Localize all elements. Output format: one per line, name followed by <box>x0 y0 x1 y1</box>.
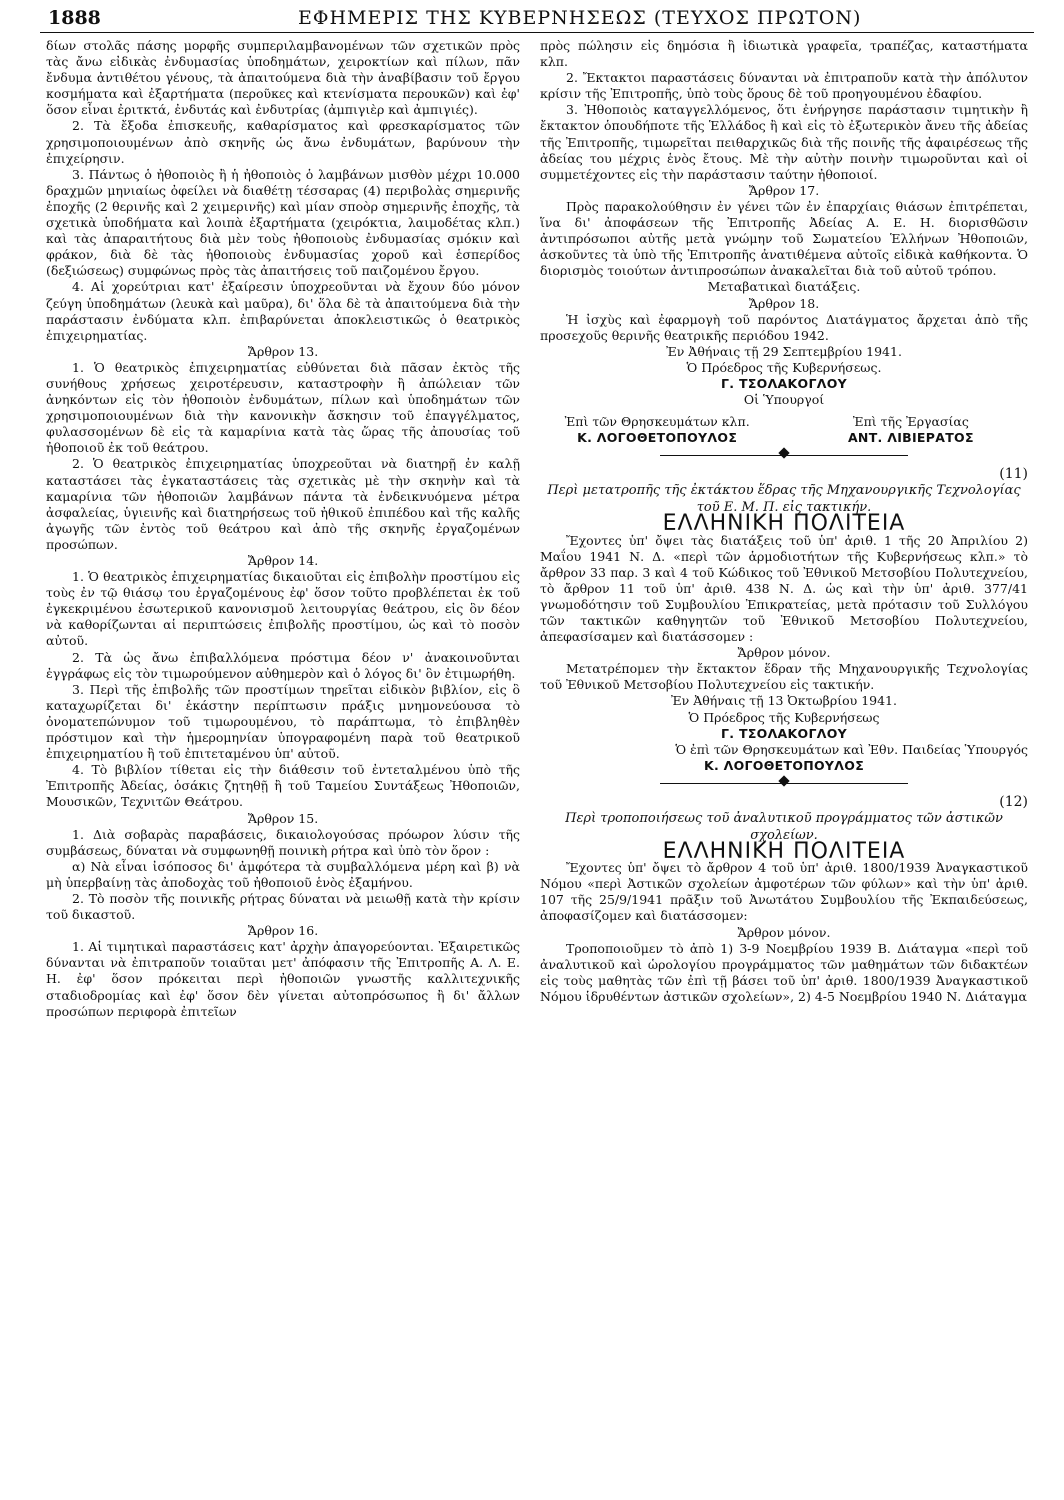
article-18-heading: Ἄρθρον 18. <box>748 295 820 311</box>
decree-12-article-body: Τροποποιοῦμεν τὸ ἀπὸ 1) 3-9 Νοεμβρίου 1939 Β. Διάταγμα «περὶ τοῦ ἀναλυτικοῦ καὶ ὡρολογίου προγράμματος τῶν μαθημάτων τῶν διδακτέων εἰς τοὺς μαθητὰς τῶν ἐπὶ τῇ βάσει τοῦ ὑπ' ἀριθ. 1800/1939 Ἀναγκαστικοῦ Νόμου ἱδρυθέντων ἀστικῶν σχολείων», 2) 4-5 Νοεμβρίου 1940 Ν. Διάταγμα <box>540 940 1028 1004</box>
decree-11-polity-heading: ΕΛΛΗΝΙΚΗ ΠΟΛΙΤΕΙΑ <box>662 511 906 537</box>
decree-12-number: (12) <box>999 793 1028 810</box>
article-17-heading: Ἄρθρον 17. <box>748 182 820 198</box>
right-column <box>540 38 1028 1005</box>
minister-2-role: Ἐπὶ τῆς Ἐργασίας <box>852 414 969 430</box>
minister-2-name: ΑΝΤ. ΛΙΒΙΕΡΑΤΟΣ <box>847 430 974 446</box>
decree-12-polity-heading: ΕΛΛΗΝΙΚΗ ΠΟΛΙΤΕΙΑ <box>662 839 906 865</box>
article-13-heading: Ἄρθρον 13. <box>247 343 319 359</box>
signing-date-2: Ἐν Ἀθήναις τῇ 13 Ὀκτωβρίου 1941. <box>671 693 897 709</box>
article-14-heading: Ἄρθρον 14. <box>247 553 319 568</box>
article-16-para-1: 1. Αἱ τιμητικαὶ παραστάσεις κατ' ἀρχὴν ἀπαγορεύονται. Ἐξαιρετικῶς δύνανται νὰ ἐπιτραποῦν τοιαῦται μετ' ἀπόφασιν τῆς Ἐπιτροπῆς Α. Λ. Ε. Η. ἐφ' ὅσον πρόκειται περὶ ἠθοποιῶν γνωστῆς καλλιτεχνικῆς σταδιοδρομίας καὶ ἐφ' ὅσον δὲν γίνεται αὐτοπρόσωπος ἢ δι' ἄλλων προσώπων περιφορὰ ἐπιτεῖων <box>46 939 520 1019</box>
ministers-signatures <box>540 414 1028 446</box>
article-18-body: Ἡ ἰσχὺς καὶ ἐφαρμογὴ τοῦ παρόντος Διατάγματος ἄρχεται ἀπὸ τῆς προσεχοῦς θερινῆς θεατρικῆς περιόδου 1942. <box>540 311 1028 343</box>
paragraph-2: 2. Τὰ ἔξοδα ἐπισκευῆς, καθαρίσματος καὶ φρεσκαρίσματος τῶν χρησιμοποιουμένων ἀπὸ σκηνῆς ὡς ἄνω ἐνδυμάτων, βαρύνουν τὴν ἐπιχείρησιν. <box>46 118 520 166</box>
article-16-para-3: 3. Ἠθοποιὸς καταγγελλόμενος, ὅτι ἐνήργησε παράστασιν τιμητικὴν ἢ ἔκτακτον ὁπουδήποτε τῆς Ἑλλάδος ἢ καὶ εἰς τὸ ἐξωτερικὸν ἄνευ τῆς ἀδείας τῆς Ἐπιτροπῆς, τιμωρεῖται πειθαρχικῶς διὰ τῆς ποινῆς τῆς ἀφαιρέσεως τῆς ἀδείας του μέχρις ἑνὸς ἔτους. Μὲ τὴν αὐτὴν ποινὴν τιμωροῦνται καὶ οἱ συμμετέχοντες εἰς τὴν παράστασιν ταύτην ἠθοποιοί. <box>540 102 1028 182</box>
decree-11-title: Περὶ μετατροπῆς τῆς ἐκτάκτου ἕδρας τῆς Μηχανουργικῆς Τεχνολογίας τοῦ Ε. Μ. Π. εἰς τακτικήν. <box>547 483 1021 516</box>
paragraph-intro: δίων στολᾶς πάσης μορφῆς συμπεριλαμβανομένων τῶν σχετικῶν πρὸς τὰς ἄνω εἰδικὰς ἐνδυμασίας ὑποδημάτων, χειροκτίων καὶ πίλων, πᾶν ἔνδυμα ἀντιθέτου γένους, τὰ ἀπαιτούμενα διὰ τὴν ἀναβίβασιν τοῦ ἔργου κοσμήματα καὶ ἐξαρτήματα (περοῦκες καὶ κτενίσματα περουκῶν) καὶ ἐφ' ὅσον εἶναι ἐριτκτά, ἐνδυτάς καὶ ἐνδυτρίας (ἀμπιγιὲρ καὶ ἀμπιγιές). <box>46 38 520 118</box>
ministers-label: Οἱ Ὑπουργοί <box>743 392 825 408</box>
paragraph-continued: πρὸς πώλησιν εἰς δημόσια ἢ ἰδιωτικὰ γραφεῖα, τραπέζας, καταστήματα κλπ. <box>540 38 1028 70</box>
section-divider-2 <box>540 776 1028 790</box>
article-15-para-2: 2. Τὸ ποσὸν τῆς ποινικῆς ρήτρας δύναται νὰ μειωθῇ κατὰ τὴν κρίσιν τοῦ δικαστοῦ. <box>46 890 520 923</box>
left-column <box>46 38 520 1020</box>
article-13-para-2: 2. Ὁ θεατρικὸς ἐπιχειρηματίας ὑποχρεοῦται νὰ διατηρῇ ἐν καλῇ καταστάσει τὰς ἐγκαταστάσεις τὰς σχετικὰς μὲ τὴν σκηνὴν καὶ τὰ καμαρίνια τῶν ἠθοποιῶν λαμβάνων πάντα τὰ ἐνδεικνυόμενα μέτρα ἀσφαλείας, ὑγιεινῆς καὶ διατηρήσεως τοῦ ἠθικοῦ ἐπιπέδου καὶ τῆς καλῆς ἀγωγῆς τῶν ἐντὸς τοῦ θεάτρου καὶ ἀπὸ τῆς σκηνῆς ἐργαζομένων προσώπων. <box>46 456 520 552</box>
signing-date-1: Ἐν Ἀθήναις τῇ 29 Σεπτεμβρίου 1941. <box>666 343 902 359</box>
transitional-provisions-heading: Μεταβατικαὶ διατάξεις. <box>707 279 861 295</box>
minister-2 <box>794 414 1028 446</box>
article-15-para-1: 1. Διὰ σοβαρὰς παραβάσεις, δικαιολογούσας πρόωρον λύσιν τῆς συμβάσεως, δύναται νὰ συμφωνηθῇ ποινικὴ ρήτρα καὶ ὑπὸ τὸν ὅρον : <box>46 826 520 858</box>
decree-12-preamble: Ἔχοντες ὑπ' ὄψει τὸ ἄρθρον 4 τοῦ ὑπ' ἀριθ. 1800/1939 Ἀναγκαστικοῦ Νόμου «περὶ Ἀστικῶν σχολείων ἀμφοτέρων τῶν φύλων» καὶ τὴν ὑπ' ἀριθ. 107 τῆς 25/9/1941 πρᾶξιν τοῦ Ἀνωτάτου Συμβουλίου τῆς Ἐκπαιδεύσεως, ἀποφασίζομεν καὶ διατάσσομεν: <box>540 860 1028 924</box>
article-14-para-1: 1. Ὁ θεατρικὸς ἐπιχειρηματίας δικαιοῦται εἰς ἐπιβολὴν προστίμου εἰς τοὺς ἐν τῷ θιάσῳ του ἐργαζομένους ἐφ' ὅσον τοῦτο προβλέπεται ἐκ τοῦ ἐγκεκριμένου ἐσωτερικοῦ κανονισμοῦ λειτουργίας θεάτρου, εἰς ὃν δέον νὰ καθορίζωνται αἱ περιπτώσεις ἐπιβολῆς προστίμου, ὡς καὶ τὸ ποσὸν αὐτοῦ. <box>46 569 520 649</box>
article-15-heading: Ἄρθρον 15. <box>247 810 319 826</box>
minister-3-name: Κ. ΛΟΓΟΘΕΤΟΠΟΥΛΟΣ <box>703 757 865 773</box>
page-number: 1888 <box>48 7 101 29</box>
article-14-para-4: 4. Τὸ βιβλίον τίθεται εἰς τὴν διάθεσιν τοῦ ἐντεταλμένου ὑπὸ τῆς Ἐπιτροπῆς Ἀδείας, ὁσάκις ζητηθῇ ἢ τοῦ Ταμείου Συντάξεως Ἠθοποιῶν, Μουσικῶν, Τεχνιτῶν Θεάτρου. <box>46 762 520 810</box>
article-16-heading: Ἄρθρον 16. <box>247 923 319 939</box>
paragraph-3: 3. Πάντως ὁ ἠθοποιὸς ἢ ἡ ἠθοποιὸς ὁ λαμβάνων μισθὸν μέχρι 10.000 δραχμῶν μηνιαίως ὀφείλει νὰ διαθέτῃ τέσσαρας (4) περιβολὰς σημερινῆς ἐποχῆς (2 θερινῆς καὶ 2 χειμερινῆς) καὶ μίαν σποὸρ σημερινῆς ἐποχῆς, τὰ σχετικὰ ὑποδήματα καὶ λοιπὰ ἐξαρτήματα (χειρόκτια, λαιμοδέτας κλπ.) καὶ τὰς ἀπαραιτήτους διὰ μὲν τοὺς ἠθοποιοὺς ἐνδυμασίας σμόκιν καὶ φράκον, διὰ δὲ τὰς ἠθοποιοὺς ἐνδυμασίας χοροῦ καὶ ἑσπερίδος (δεξιώσεως) συμφώνως πρὸς τὰς ἀπαιτήσεις τοῦ παιζομένου ἔργου. <box>46 166 520 279</box>
minister-1 <box>540 414 774 446</box>
article-15-para-a: α) Νὰ εἶναι ἰσόποσος δι' ἀμφότερα τὰ συμβαλλόμενα μέρη καὶ β) νὰ μὴ ὑπερβαίνῃ τὰς ἀποδοχὰς τοῦ ἠθοποιοῦ ἑνὸς ἐξαμήνου. <box>46 858 520 890</box>
president-name-1: Γ. ΤΣΟΛΑΚΟΓΛΟΥ <box>721 375 847 391</box>
minister-1-role: Ἐπὶ τῶν Θρησκευμάτων κλπ. <box>564 414 750 430</box>
article-13-para-1: 1. Ὁ θεατρικὸς ἐπιχειρηματίας εὐθύνεται διὰ πᾶσαν ἐκτὸς τῆς συνήθους χρήσεως χειροτέρευσιν, καταστροφὴν ἢ ἀπώλειαν τῶν ἀνηκόντων εἰς τὸν ἠθοποιὸν ἐνδυμάτων, πίλων καὶ ὑποδημάτων τῶν χρησιμοποιουμένων διὰ τὴν κανονικὴν ἄσκησιν τοῦ ἐπαγγέλματος, φυλασσομένων δὲ εἰς τὰ καμαρίνια κατὰ τὰς ὥρας τῆς ἀπουσίας τοῦ ἠθοποιοῦ ἐκ τοῦ θεάτρου. <box>46 359 520 456</box>
decree-11-preamble: Ἔχοντες ὑπ' ὄψει τὰς διατάξεις τοῦ ὑπ' ἀριθ. 1 τῆς 20 Ἀπριλίου 2) Μαΐου 1941 Ν. Δ. «περὶ τῶν ἁρμοδιοτήτων τῆς Κυβερνήσεως κλπ.» τὸ ἄρθρον 33 παρ. 3 καὶ 4 τοῦ Κώδικος τοῦ Ἐθνικοῦ Μετσοβίου Πολυτεχνείου, τὸ ἄρθρον 11 τοῦ ὑπ' ἀριθ. 438 Ν. Δ. ὡς καὶ τὴν ὑπ' ἀριθ. 377/41 γνωμοδότησιν τοῦ Συμβουλίου Ἐπικρατείας, μετὰ πρότασιν τοῦ Συλλόγου τῶν τακτικῶν καθηγητῶν τοῦ Ἐθνικοῦ Μετσοβίου Πολυτεχνείου, ἀπεφασίσαμεν καὶ διατάσσομεν : <box>540 532 1028 645</box>
president-title-2: Ὁ Πρόεδρος τῆς Κυβερνήσεως <box>688 709 880 725</box>
section-divider-1 <box>540 448 1028 462</box>
page-header <box>40 6 1034 33</box>
article-16-para-2: 2. Ἔκτακτοι παραστάσεις δύνανται νὰ ἐπιτραποῦν κατὰ τὴν ἀπόλυτον κρίσιν τῆς Ἐπιτροπῆς, ὑπὸ τοὺς ὅρους δὲ τοῦ προηγουμένου ἐδαφίου. <box>540 70 1028 102</box>
gazette-title: ΕΦΗΜΕΡΙΣ ΤΗΣ ΚΥΒΕΡΝΗΣΕΩΣ (ΤΕΥΧΟΣ ΠΡΩΤΟΝ) <box>298 7 862 29</box>
article-14-para-2: 2. Τὰ ὡς ἄνω ἐπιβαλλόμενα πρόστιμα δέον ν' ἀνακοινοῦνται ἐγγράφως εἰς τὸν τιμωρούμενον αὐθημερὸν καὶ ὁ λόγος δι' ὃν ἐτιμωρήθη. <box>46 649 520 681</box>
minister-3-role: Ὁ ἐπὶ τῶν Θρησκευμάτων καὶ Ἐθν. Παιδείας Ὑπουργός <box>675 741 1028 757</box>
minister-1-name: Κ. ΛΟΓΟΘΕΤΟΠΟΥΛΟΣ <box>577 430 738 446</box>
decree-11-number: (11) <box>999 466 1028 483</box>
decree-12-article-heading: Ἄρθρον μόνον. <box>737 924 831 940</box>
decree-11-article-heading: Ἄρθρον μόνον. <box>737 645 831 661</box>
president-name-2: Γ. ΤΣΟΛΑΚΟΓΛΟΥ <box>721 725 847 741</box>
article-17-body: Πρὸς παρακολούθησιν ἐν γένει τῶν ἐν ἐπαρχίαις θιάσων ἐπιτρέπεται, ἵνα δι' ἀποφάσεων τῆς Ἐπιτροπῆς Ἀδείας Α. Ε. Η. διορισθῶσιν ἀντιπρόσωποι αὐτῆς μετὰ γνώμην τοῦ Σωματείου Ἑλλήνων Ἠθοποιῶν, ἀσκοῦντες τὰ ὑπὸ τῆς Ἐπιτροπῆς ἀνατιθέμενα αὐτοῖς εἰδικὰ καθήκοντα. Ὁ διορισμὸς τοιούτων ἀντιπροσώπων ἀνακαλεῖται διὰ τοῦ αὐτοῦ τρόπου. <box>540 198 1028 279</box>
president-title-1: Ὁ Πρόεδρος τῆς Κυβερνήσεως. <box>686 359 882 375</box>
article-14-para-3: 3. Περὶ τῆς ἐπιβολῆς τῶν προστίμων τηρεῖται εἰδικὸν βιβλίον, εἰς ὃ καταχωρίζεται δι' ἑκάστην περίπτωσιν πράξις μνημονεύουσα τὸ ὀνοματεπώνυμον τοῦ τιμωρουμένου, τὸ παράπτωμα, τὸ ἐπιβληθὲν πρόστιμον καὶ τὴν ἡμερομηνίαν ὑπογραφομένη παρὰ τοῦ θεατρικοῦ ἐπιχειρηματίου ἢ τοῦ ἐπιτεταμένου ὑπ' αὐτοῦ. <box>46 681 520 762</box>
decree-11-article-body: Μετατρέπομεν τὴν ἔκτακτον ἕδραν τῆς Μηχανουργικῆς Τεχνολογίας τοῦ Ἐθνικοῦ Μετσοβίου Πολυτεχνείου εἰς τακτικήν. <box>540 661 1028 693</box>
paragraph-4: 4. Αἱ χορεύτριαι κατ' ἐξαίρεσιν ὑποχρεοῦνται νὰ ἔχουν δύο μόνον ζεύγη ὑποδημάτων (λευκὰ καὶ μαῦρα), δι' ὅλα δὲ τὰ ἀπαιτούμενα διὰ τὴν παράστασιν ἐνδύματα κλπ. ἐπιβαρύνεται ἀποκλειστικῶς ὁ θεατρικὸς ἐπιχειρηματίας. <box>46 279 520 343</box>
decree-12-title: Περὶ τροποποιήσεως τοῦ ἀναλυτικοῦ προγράμματος τῶν ἀστικῶν σχολείων. <box>565 811 1003 844</box>
